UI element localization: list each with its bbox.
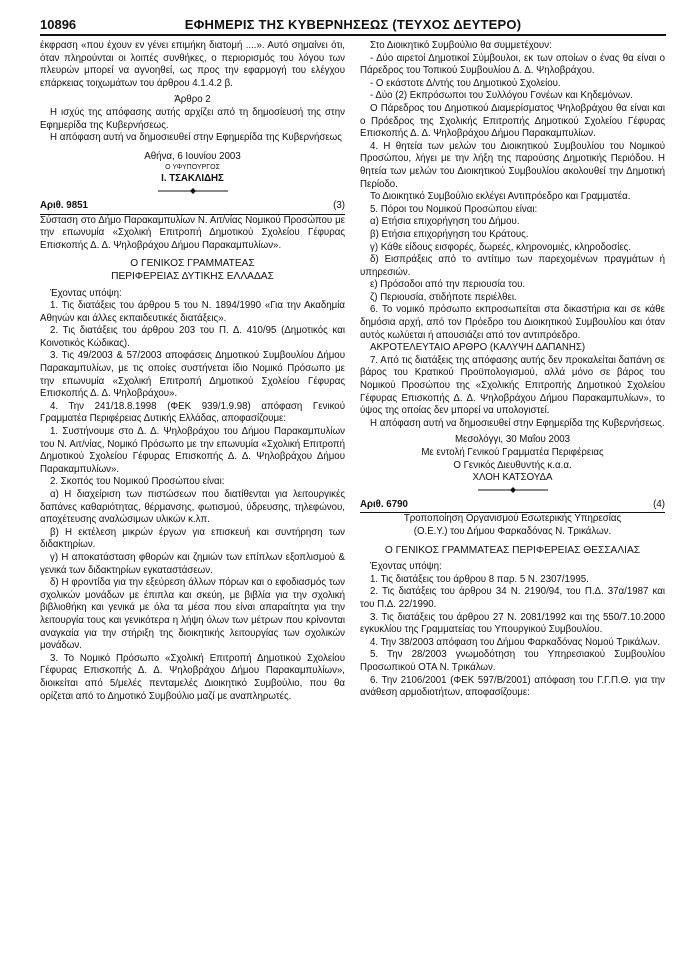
body-paragraph: 6. Το νομικό πρόσωπο εκπροσωπείται στα δικαστήρια και σε κάθε δημόσια αρχή, από τον Πρόεδρο του Διοικητικού Συμβουλίου και όταν αυτός κωλύεται ή απουσιάζει από τον αντιπρόεδρο. [360, 304, 665, 341]
decision-item: 3. Το Νομικό Πρόσωπο «Σχολική Επιτροπή Δημοτικού Σχολείου Γέφυρας Επισκοπής Δ. Δ. Ψηλοβράχου Δήμου Παρακαμπυλίων», διοικείται από 5/μελές πενταμελές Διοικητικό Συμβούλιο, που θα ορίζεται από το Δημοτικό Συμβούλιο μαζί με αναπληρωτές. [40, 652, 345, 702]
right-column [360, 40, 665, 700]
decision-item: 2. Σκοπός του Νομικού Προσώπου είναι: [50, 476, 225, 488]
regard-item: 6. Την 2106/2001 (ΦΕΚ 597/Β/2001) απόφαση του Γ.Γ.Π.Θ. για την ανάθεση αρμοδιοτήτων, αποφασίζουμε: [360, 674, 665, 699]
authority-line-2: ΠΕΡΙΦΕΡΕΙΑΣ ΔΥΤΙΚΗΣ ΕΛΛΑΔΑΣ [111, 270, 274, 282]
regard-item: 1. Τις διατάξεις του άρθρου 8 παρ. 5 Ν. 2307/1995. [370, 573, 589, 585]
gazette-title: ΕΦΗΜΕΡΙΣ ΤΗΣ ΚΥΒΕΡΝΗΣΕΩΣ (ΤΕΥΧΟΣ ΔΕΥΤΕΡΟ) [184, 17, 522, 32]
decision-item: 1. Συστήνουμε στο Δ. Δ. Ψηλοβράχου του Δήμου Παρακαμπυλίων του Ν. Αιτ/νίας, Νομικό Πρόσωπο με την επωνυμία «Σχολική Επιτροπή Δημοτικού Σχολείου Γέφυρας Επισκοπής Δ. Δ. Ψηλοβράχου Δήμου Παρακαμπυλίων». [40, 426, 345, 475]
signature-line-2: Ο Γενικός Διευθυντής κ.α.α. [453, 459, 572, 471]
decision-number: Αριθ. 9851 [40, 199, 88, 211]
decision-subject-line-2: (Ο.Ε.Υ.) του Δήμου Φαρκαδόνας Ν. Τρικάλων. [413, 525, 612, 537]
regard-item: 4. Την 38/2003 απόφαση του Δήμου Φαρκαδόνας Νομού Τρικάλων. [370, 636, 661, 648]
place-date: Αθήνα, 6 Ιουνίου 2003 [144, 150, 241, 162]
body-paragraph: δ) Εισπράξεις από το αντίτιμο των παρεχομένων πραγμάτων ή υπηρεσιών. [360, 254, 665, 278]
signer-name: Ι. ΤΣΑΚΛΙΔΗΣ [161, 173, 224, 185]
board-member: - Ο εκάστοτε Δ/ντής του Δημοτικού Σχολείου. [370, 77, 561, 89]
signer-name: ΧΛΟΗ ΚΑΤΣΟΥΔΑ [472, 472, 553, 484]
body-paragraph: Η απόφαση αυτή να δημοσιευθεί στην Εφημερίδα της Κυβερνήσεως. [370, 417, 665, 429]
having-regard: Έχοντας υπόψη: [50, 287, 122, 299]
decision-number: Αριθ. 6790 [360, 498, 408, 510]
body-paragraph: 5. Πόροι του Νομικού Προσώπου είναι: [370, 203, 538, 215]
board-intro: Στο Διοικητικό Συμβούλιο θα συμμετέχουν: [370, 40, 552, 51]
having-regard: Έχοντας υπόψη: [370, 561, 442, 573]
body-paragraph: α) Ετήσια επιχορήγηση του Δήμου. [370, 216, 520, 228]
final-article-heading: ΑΚΡΟΤΕΛΕΥΤΑΙΟ ΑΡΘΡΟ (ΚΑΛΥΨΗ ΔΑΠΑΝΗΣ) [370, 342, 586, 354]
decision-index: (4) [653, 498, 665, 510]
separator-ornament [40, 188, 345, 194]
body-paragraph: Το Διοικητικό Συμβούλιο εκλέγει Αντιπρόεδρο και Γραμματέα. [370, 191, 631, 203]
body-paragraph: γ) Κάθε είδους εισφορές, δωρεές, κληρονομιές, κληροδοσίες. [370, 241, 632, 253]
regard-item: 3. Τις 49/2003 & 57/2003 αποφάσεις Δημοτικού Συμβουλίου Δήμου Παρακαμπυλίων, με τις οποίες συστήνεται ίδιο Νομικό Πρόσωπο με την επωνυμία «Σχολική Επιτροπή Δημοτικού Σχολείου Γέφυρας Επισκοπής Δ. Δ. Ψηλοβράχου». [40, 350, 345, 400]
regard-item: 2. Τις διατάξεις του άρθρου 203 του Π. Δ. 410/95 (Δημοτικός και Κοινοτικός Κώδικας). [40, 325, 345, 349]
decision-index: (3) [333, 199, 345, 211]
regard-item: 5. Την 28/2003 γνωμοδότηση του Υπηρεσιακού Συμβουλίου Προσωπικού ΟΤΑ Ν. Τρικάλων. [360, 649, 665, 673]
article2-paragraph-1: Η ισχύς της απόφασης αυτής αρχίζει από τη δημοσίευσή της στην Εφημερίδα της Κυβερνήσεως. [40, 106, 345, 131]
board-member: - Δύο (2) Εκπρόσωποι του Συλλόγου Γονέων και Κηδεμόνων. [370, 90, 633, 102]
board-member: - Δύο αιρετοί Δημοτικοί Σύμβουλοι, εκ των οποίων ο ένας θα είναι ο Πάρεδρος του Τοπικού Συμβουλίου Δ. Δ. Ψηλοβράχου. [360, 52, 665, 77]
signer-role: Ο ΥΦΥΠΟΥΡΓΟΣ [165, 164, 220, 172]
authority-heading: Ο ΓΕΝΙΚΟΣ ΓΡΑΜΜΑΤΕΑΣ ΠΕΡΙΦΕΡΕΙΑΣ ΘΕΣΣΑΛΙΑΣ [384, 544, 641, 556]
decision-item: δ) Η φροντίδα για την εξεύρεση άλλων πόρων και ο εφοδιασμός των σχολικών μονάδων με έπιπλα και σκεύη, με βιβλία για την σχολική βιβλιοθήκη και γενικά με όλα τα μέσα που είναι απαραίτητα για την λειτουργία τους και γενικότερα η λήψη όλων των μέτρων που κρίνονται αναγκαία για την στήριξη της διοικητικής λειτουργίας των σχολικών μονάδων. [40, 577, 345, 652]
left-column [40, 40, 345, 703]
body-paragraph: 7. Από τις διατάξεις της απόφασης αυτής δεν προκαλείται δαπάνη σε βάρος του Κρατικού Προϋπολογισμού, αλλά μόνο σε βάρος του Νομικού Προσώπου της «Σχολικής Επιτροπής Δημοτικού Σχολείου Γέφυρας Επισκοπής Δ. Δ. Ψηλοβράχου Δήμου Παρακαμπυλίων», το ύψος της οποίας δεν μπορεί να υπολογιστεί. [360, 354, 665, 417]
body-paragraph: ε) Πρόσοδοι από την περιουσία του. [370, 279, 526, 291]
decision-item: β) Η εκτέλεση μικρών έργων για επισκευή και συντήρηση των διδακτηρίων. [40, 526, 345, 551]
regard-item: 4. Την 241/18.8.1998 (ΦΕΚ 939/1.9.98) απόφαση Γενικού Γραμματέα Περιφέρειας Δυτικής Ελλάδας, αποφασίζουμε: [40, 400, 345, 425]
body-paragraph: β) Ετήσια επιχορήγηση του Κράτους. [370, 228, 529, 240]
decision-number-row [360, 499, 665, 514]
page-number: 10896 [40, 17, 77, 32]
decision-item: γ) Η αποκατάσταση φθορών και ζημιών των επίπλων εξοπλισμού & γενικά των διδακτηρίων εγκαταστάσεων. [40, 551, 345, 576]
decision-subject-line-1: Τροποποίηση Οργανισμού Εσωτερικής Υπηρεσίας [403, 513, 622, 525]
authority-line-1: Ο ΓΕΝΙΚΟΣ ΓΡΑΜΜΑΤΕΑΣ [130, 258, 255, 270]
decision-subject: Σύσταση στο Δήμο Παρακαμπυλίων Ν. Αιτ/νίας Νομικού Προσώπου με την επωνυμία «Σχολική Επιτροπή Δημοτικού Σχολείου Γέφυρας Επισκοπής Δ. Δ. Ψηλοβράχου Δήμου Παρακαμπυλίων». [40, 214, 345, 251]
separator-ornament [360, 487, 665, 493]
page-header [40, 12, 666, 36]
decision-item: α) Η διαχείριση των πιστώσεων που διατίθενται για λειτουργικές δαπάνες καθαριότητας, θέρμανσης, φωτισμού, ύδρευσης, τηλεφώνου, αποχέτευσης αναλώσιμων υλικών κ.λπ. [40, 489, 345, 526]
signature-line-1: Με εντολή Γενικού Γραμματέα Περιφέρειας [421, 447, 604, 458]
regard-item: 2. Τις διατάξεις του άρθρου 34 Ν. 2190/94, του Π.Δ. 37α/1987 και του Π.Δ. 22/1990. [360, 586, 665, 610]
article2-heading: Άρθρο 2 [174, 94, 211, 106]
intro-paragraph: έκφραση «που έχουν εν γένει επιμήκη διατομή ....». Αυτό σημαίνει ότι, όταν πληρούνται οι λοιπές συνθήκες, ο περιορισμός του λόγου των πλευρών μπορεί να αγνοηθεί, ως προς την εφαρμογή του ελέγχου επάρκειας τοιχωμάτων του άρθρου 4.1.4.2 β. [40, 40, 345, 89]
regard-item: 3. Τις διατάξεις του άρθρου 27 Ν. 2081/1992 και της 550/7.10.2000 εγκυκλίου της Γραμματείας του Υπουργικού Συμβουλίου. [360, 611, 665, 636]
body-paragraph: 4. Η θητεία των μελών του Διοικητικού Συμβουλίου του Νομικού Προσώπου, λήγει με την λήξη της παρούσης Δημοτικής Περιόδου. Η θητεία των μελών του Διοικητικού Συμβουλίου ακολουθεί την Δημοτική Περίοδο. [360, 140, 665, 190]
body-paragraph: ζ) Περιουσία, στιδήποτε περιέλθει. [370, 291, 517, 303]
regard-item: 1. Τις διατάξεις του άρθρου 5 του Ν. 1894/1990 «Για την Ακαδημία Αθηνών και άλλες εκπαιδευτικές διατάξεις». [40, 300, 345, 324]
article2-paragraph-2: Η απόφαση αυτή να δημοσιευθεί στην Εφημερίδα της Κυβερνήσεως [50, 132, 342, 144]
body-paragraph: Ο Πάρεδρος του Δημοτικού Διαμερίσματος Ψηλοβράχου θα είναι και ο Πρόεδρος της Σχολικής Επιτροπής Δημοτικού Σχολείου Γέφυρας Επισκοπής Δ. Δ. Ψηλοβράχου Δήμου Παρακαμπυλίων. [360, 102, 665, 140]
place-date: Μεσολόγγι, 30 Μαΐου 2003 [454, 434, 571, 446]
decision-number-row [40, 200, 345, 215]
